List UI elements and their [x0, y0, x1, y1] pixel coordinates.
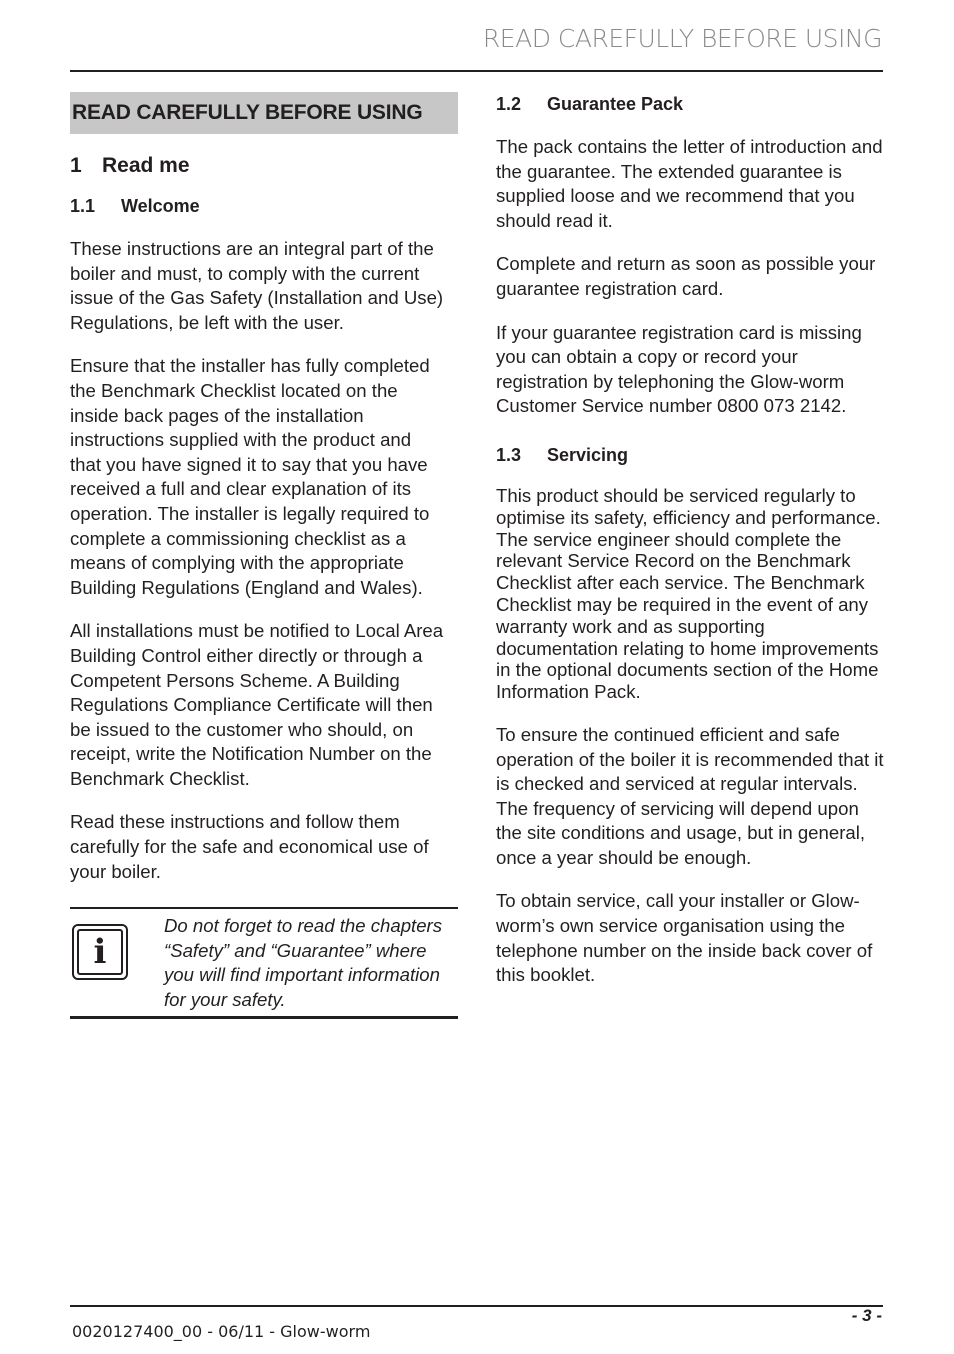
info-icon [72, 924, 128, 980]
page-number: - 3 - [851, 1306, 882, 1325]
subsection-heading-servicing [496, 443, 884, 467]
welcome-paragraph-3: All installations must be notified to Local Area Building Control either directly or through a Competent Persons Scheme. A Building Regulations Compliance Certificate will then be issued to the customer who should, on receipt, write the Notification Number on the Benchmark Checklist. [70, 620, 444, 789]
subsection-title: Guarantee Pack [547, 94, 684, 114]
running-header-title: READ CAREFULLY BEFORE USING [482, 24, 882, 53]
section-heading [70, 152, 458, 180]
info-icon-glyph: i [77, 929, 123, 975]
info-note-text: Do not forget to read the chapters “Safety” and “Guarantee” where you will find important information for your safety. [164, 915, 443, 1011]
welcome-paragraph-1: These instructions are an integral part of the boiler and must, to comply with the current issue of the Gas Safety (Installation and Use) Regulations, be left with the user. [70, 238, 444, 333]
subsection-number: 1.2 [496, 94, 522, 114]
header-rule [70, 70, 883, 72]
subsection-heading-welcome [70, 194, 458, 218]
subsection-title: Welcome [121, 196, 200, 216]
subsection-heading-guarantee [496, 92, 884, 116]
left-column [70, 92, 458, 1019]
servicing-paragraph-2: To ensure the continued efficient and safe operation of the boiler it is recommended that it is checked and serviced at regular intervals. The frequency of servicing will depend upon the site conditions and usage, but in general, once a year should be enough. [496, 723, 884, 868]
document-code: 0020127400_00 - 06/11 - Glow-worm [72, 1322, 371, 1341]
subsection-number: 1.3 [496, 444, 522, 465]
guarantee-paragraph-1: The pack contains the letter of introduction and the guarantee. The extended guarantee is supplied loose and we recommend that you should read it. [496, 136, 883, 231]
subsection-title: Servicing [547, 444, 629, 465]
info-note [70, 907, 458, 1018]
section-banner: READ CAREFULLY BEFORE USING [70, 92, 458, 134]
guarantee-paragraph-2: Complete and return as soon as possible your guarantee registration card. [496, 253, 876, 299]
right-column [496, 92, 884, 988]
section-title: Read me [102, 154, 190, 177]
servicing-paragraph-1: This product should be serviced regularly to optimise its safety, efficiency and performance. The service engineer should complete the relevant Service Record on the Benchmark Checklist after each service. The Benchmark Checklist may be required in the event of any warranty work and as supporting documentation relating to home improvements in the optional documents section of the Home Information Pack. [496, 484, 881, 703]
subsection-number: 1.1 [70, 196, 96, 216]
welcome-paragraph-4: Read these instructions and follow them carefully for the safe and economical use of your boiler. [70, 811, 429, 882]
servicing-paragraph-3: To obtain service, call your installer or Glow-worm’s own service organisation using the telephone number on the inside back cover of this booklet. [496, 890, 873, 986]
section-number: 1 [70, 154, 82, 177]
footer-rule [70, 1305, 883, 1307]
guarantee-paragraph-3: If your guarantee registration card is missing you can obtain a copy or record your registration by telephoning the Glow-worm Customer Service number 0800 073 2142. [496, 321, 862, 417]
welcome-paragraph-2: Ensure that the installer has fully completed the Benchmark Checklist located on the inside back pages of the installation instructions supplied with the product and that you have signed it to say that you have received a full and clear explanation of its operation. The installer is legally required to complete a commissioning checklist as a means of complying with the appropriate Building Regulations (England and Wales). [70, 355, 430, 598]
